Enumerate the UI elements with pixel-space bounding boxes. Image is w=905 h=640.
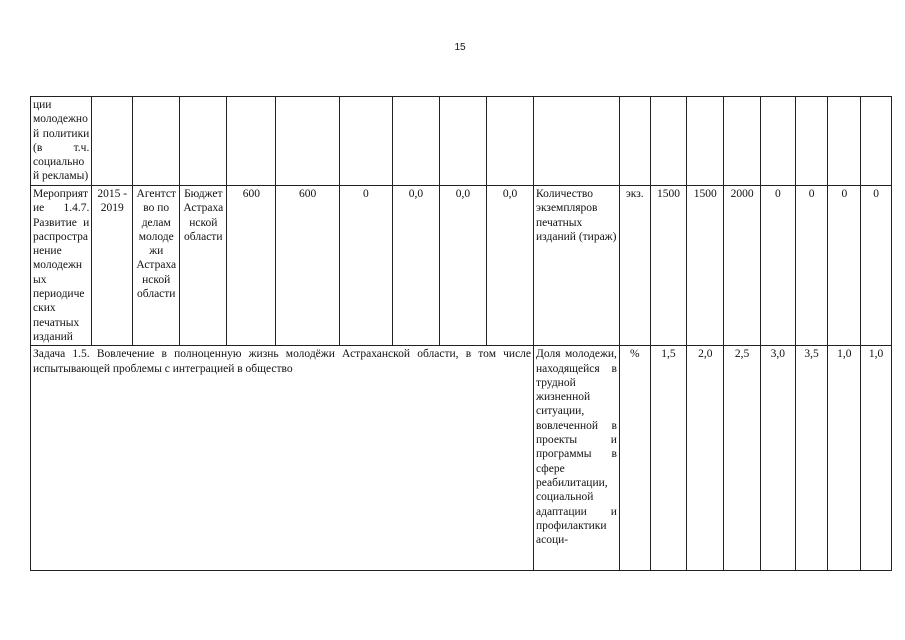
cell-event-name: Мероприятие 1.4.7. Развитие и распространение молодежных периодических печатных изданий: [31, 186, 92, 346]
cell-indicator-5: 0: [795, 186, 828, 346]
cell-indicator: Количество экземпляров печатных изданий (тираж): [534, 186, 620, 346]
cell-finance-2018: 0,0: [439, 186, 486, 346]
cell-executor: Агентство по делам молодежи Астраханской области: [133, 186, 180, 346]
cell-finance-2019: 0,0: [487, 186, 534, 346]
cell-task-indicator-4: 3,0: [760, 346, 795, 571]
cell-finance-2015: 600: [276, 186, 339, 346]
cell-task-title: Задача 1.5. Вовлечение в полноценную жизнь молодёжи Астраханской области, в том числе испытывающей проблемы с интеграцией в общество: [31, 346, 534, 571]
table-row-continuation: [31, 97, 892, 186]
page-number: 15: [454, 42, 466, 53]
cell-task-indicator-6: 1,0: [828, 346, 861, 571]
program-table: [30, 96, 892, 571]
cell-finance-total: 600: [227, 186, 276, 346]
table-row-event-1-4-7: [31, 186, 892, 346]
cell-indicator-1: 1500: [650, 186, 687, 346]
cell-indicator-6: 0: [828, 186, 861, 346]
cell-task-indicator-7: 1,0: [861, 346, 892, 571]
cell-indicator-7: 0: [861, 186, 892, 346]
cell-task-indicator-3: 2,5: [724, 346, 761, 571]
cell-continuation-name: ции молодежной политики (в т.ч. социальной рекламы): [31, 97, 92, 186]
cell-indicator-3: 2000: [724, 186, 761, 346]
cell-indicator-4: 0: [760, 186, 795, 346]
cell-task-indicator-2: 2,0: [687, 346, 724, 571]
cell-task-indicator-5: 3,5: [795, 346, 828, 571]
cell-task-indicator-1: 1,5: [650, 346, 687, 571]
cell-indicator-2: 1500: [687, 186, 724, 346]
cell-period: 2015 - 2019: [92, 186, 133, 346]
cell-task-unit: %: [619, 346, 650, 571]
cell-finance-2017: 0,0: [392, 186, 439, 346]
cell-task-indicator: Доля молодежи, находящейся в трудной жизненной ситуации, вовлеченной в проекты и программы в сфере реабилитации, социальной адаптации и профилактики асоци-: [534, 346, 620, 571]
cell-unit: экз.: [619, 186, 650, 346]
cell-finance-2016: 0: [339, 186, 392, 346]
table-row-task-1-5: [31, 346, 892, 571]
cell-funding-source: Бюджет Астраханской области: [180, 186, 227, 346]
